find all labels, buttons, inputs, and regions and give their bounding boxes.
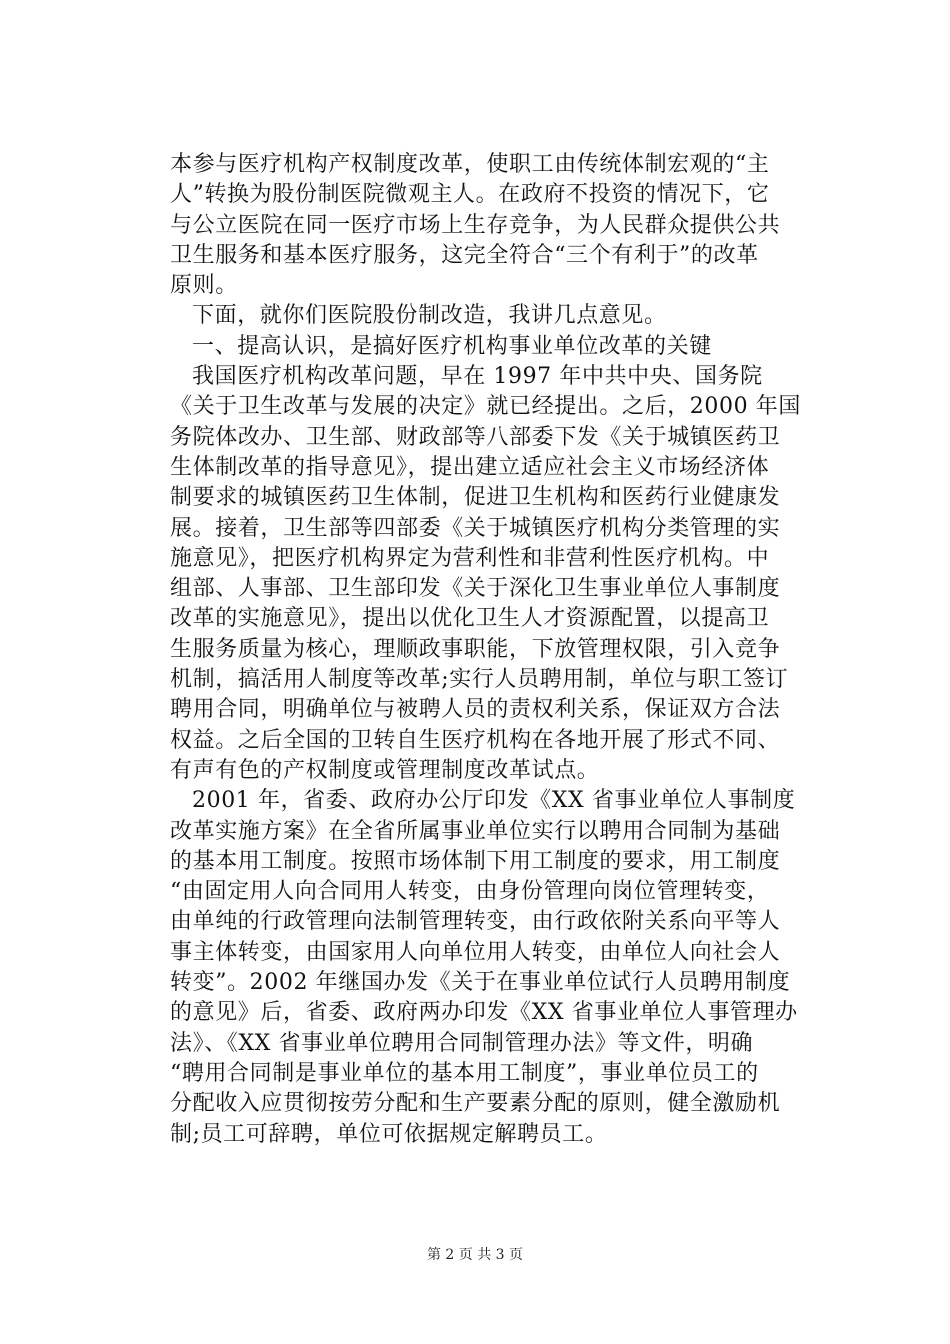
text-line: 本参与医疗机构产权制度改革，使职工由传统体制宏观的“主 (170, 152, 770, 177)
text-line: “聘用合同制是事业单位的基本用工制度”，事业单位员工的 (170, 1060, 759, 1086)
text-line: 的基本用工制度。按照市场体制下用工制度的要求，用工制度 (170, 848, 781, 874)
page-footer (0, 1244, 950, 1264)
text-line: 与公立医院在同一医疗市场上生存竞争，为人民群众提供公共 (170, 212, 781, 238)
text-line: 展。接着，卫生部等四部委《关于城镇医疗机构分类管理的实 (170, 515, 781, 541)
section-heading: 一、提高认识，是搞好医疗机构事业单位改革的关键 (192, 333, 712, 359)
text-line: 由单纯的行政管理向法制管理转变，由行政依附关系向平等人 (170, 909, 781, 935)
text-line: 改革的实施意见》，提出以优化卫生人才资源配置，以提高卫 (170, 606, 770, 632)
text-line: 制;员工可辞聘，单位可依据规定解聘员工。 (170, 1121, 608, 1147)
text-line: 下面，就你们医院股份制改造，我讲几点意见。 (192, 303, 667, 329)
text-line: 原则。 (170, 273, 238, 299)
text-line: 《关于卫生改革与发展的决定》就已经提出。之后，2000 年国 (170, 394, 801, 420)
text-line: 法》、《XX 省事业单位聘用合同制管理办法》等文件，明确 (170, 1030, 754, 1056)
text-line: 机制，搞活用人制度等改革;实行人员聘用制，单位与职工签订 (170, 667, 789, 693)
text-line: 人”转换为股份制医院微观主人。在政府不投资的情况下，它 (170, 182, 770, 208)
text-line: 事主体转变，由国家用人向单位用人转变，由单位人向社会人 (170, 939, 781, 965)
text-line: 生体制改革的指导意见》，提出建立适应社会主义市场经济体 (170, 454, 770, 480)
text-line: 我国医疗机构改革问题，早在 1997 年中共中央、国务院 (192, 364, 763, 390)
text-line: 施意见》，把医疗机构界定为营利性和非营利性医疗机构。中 (170, 545, 770, 571)
text-line: 卫生服务和基本医疗服务，这完全符合“三个有利于”的改革 (170, 242, 759, 268)
text-line: 转变”。2002 年继国办发《关于在事业单位试行人员聘用制度 (170, 970, 791, 996)
text-line: “由固定用人向合同用人转变，由身份管理向岗位管理转变， (170, 879, 770, 905)
text-line: 权益。之后全国的卫转自生医疗机构在各地开展了形式不同、 (170, 727, 781, 753)
text-line: 聘用合同，明确单位与被聘人员的责权利关系，保证双方合法 (170, 697, 781, 723)
text-line: 改革实施方案》在全省所属事业单位实行以聘用合同制为基础 (170, 818, 781, 844)
text-line: 务院体改办、卫生部、财政部等八部委下发《关于城镇医药卫 (170, 424, 781, 450)
text-line: 制要求的城镇医药卫生体制，促进卫生机构和医药行业健康发 (170, 485, 781, 511)
text-line: 2001 年，省委、政府办公厅印发《XX 省事业单位人事制度 (192, 788, 796, 814)
page-number: 第 2 页 共 3 页 (426, 1247, 524, 1263)
text-line: 生服务质量为核心，理顺政事职能，下放管理权限，引入竞争 (170, 636, 781, 662)
text-line: 组部、人事部、卫生部印发《关于深化卫生事业单位人事制度 (170, 576, 781, 602)
document-body (170, 150, 840, 1150)
text-line: 有声有色的产权制度或管理制度改革试点。 (170, 757, 600, 783)
text-line: 的意见》后，省委、政府两办印发《XX 省事业单位人事管理办 (170, 1000, 798, 1026)
text-line: 分配收入应贯彻按劳分配和生产要素分配的原则，健全激励机 (170, 1091, 781, 1117)
